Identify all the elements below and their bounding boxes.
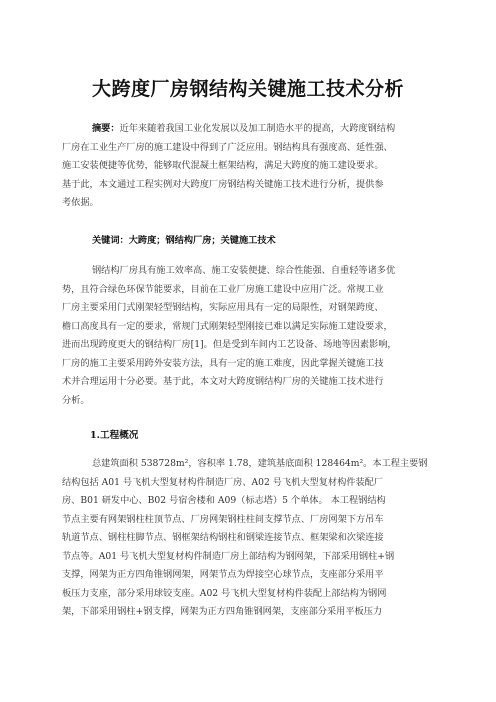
abstract-paragraph (62, 120, 442, 213)
keywords-label: 关键词： (92, 235, 129, 246)
abstract-text: 近年来随着我国工业化发展以及加工制造水平的提高，大跨度钢结构 (119, 123, 396, 134)
section1-line: 板压力支座，部分采用球铰支座。A02 号飞机大型复材构件装配上部结构为钢网 (62, 587, 387, 599)
intro-line: 钢结构厂房具有施工效率高、施工安装便捷、综合性能强、自重轻等诸多优 (92, 265, 396, 276)
intro-line: 檐口高度具有一定的要求，常规门式刚架轻型刚接已难以满足实际施工建设要求， (62, 320, 393, 332)
document-title: 大跨度厂房钢结构关键施工技术分析 (91, 78, 404, 100)
section1-line: 房、B01 研发中心、B02 号宿舍楼和 A09（标志塔）5 个单体。 本工程钢结构 (62, 495, 386, 506)
keywords-paragraph (62, 232, 442, 251)
intro-line: 分析。 (62, 394, 90, 406)
section1-line: 架，下部采用钢柱+钢支撑，网架为正方四角锥钢网架，支座部分采用平板压力 (62, 606, 383, 617)
abstract-line: 厂房在工业生产厂房的施工建设中得到了广泛应用。钢结构具有强度高、延性强、 (62, 141, 393, 153)
section1-paragraph (62, 455, 442, 622)
intro-line: 厂房主要采用门式刚架轻型钢结构，实际应用具有一定的局限性，对钢架跨度、 (62, 302, 384, 313)
abstract-line: 施工安装便捷等优势，能够取代混凝土框架结构，满足大跨度的施工建设要求。 (62, 160, 384, 171)
intro-line: 术并合理运用十分必要。基于此，本文对大跨度钢结构厂房的关键施工技术进行 (62, 376, 384, 387)
keywords-text: 大跨度；钢结构厂房；关键施工技术 (128, 235, 276, 246)
intro-line: 势，且符合绿色环保节能要求，目前在工业厂房施工建设中应用广泛。常规工业 (62, 283, 384, 295)
keywords-line (62, 232, 442, 251)
intro-paragraph (62, 262, 442, 410)
section1-line: 节点主要有网架钢柱柱顶节点、厂房网架钢柱柱间支撑节点、厂房网架下方吊车 (62, 513, 384, 525)
intro-line: 进而出现跨度更大的钢结构厂房[1]。但是受到车间内工艺设备、场地等因素影响， (62, 339, 397, 350)
section1-line: 节点等。A01 号飞机大型复材构件制造厂房上部结构为钢网架，下部采用钢柱+钢 (62, 550, 395, 562)
abstract-line (62, 120, 442, 139)
section1-line: 支撑，网架为正方四角锥钢网架，网架节点为焊接空心球节点，支座部分采用平 (62, 569, 384, 580)
section-heading: 1.工程概况 (90, 430, 139, 441)
abstract-label: 摘要： (92, 123, 120, 134)
intro-line: 厂房的施工主要采用跨外安装方法，具有一定的施工难度，因此掌握关键施工技 (62, 357, 384, 369)
abstract-line: 基于此，本文通过工程实例对大跨度厂房钢结构关键施工技术进行分析，提供参 (62, 178, 384, 190)
section1-line: 结构包括 A01 号飞机大型复材构件制造厂房、A02 号飞机大型复材构件装配厂 (62, 476, 384, 488)
section1-line: 总建筑面积 538728m²，容积率 1.78，建筑基底面积 128464m²。本工程主要钢 (92, 458, 428, 469)
abstract-line: 考依据。 (62, 197, 99, 208)
section1-line: 轨道节点、钢柱柱脚节点、钢框架结构钢柱和钢梁连接节点、框架梁和次梁连接 (62, 532, 384, 543)
